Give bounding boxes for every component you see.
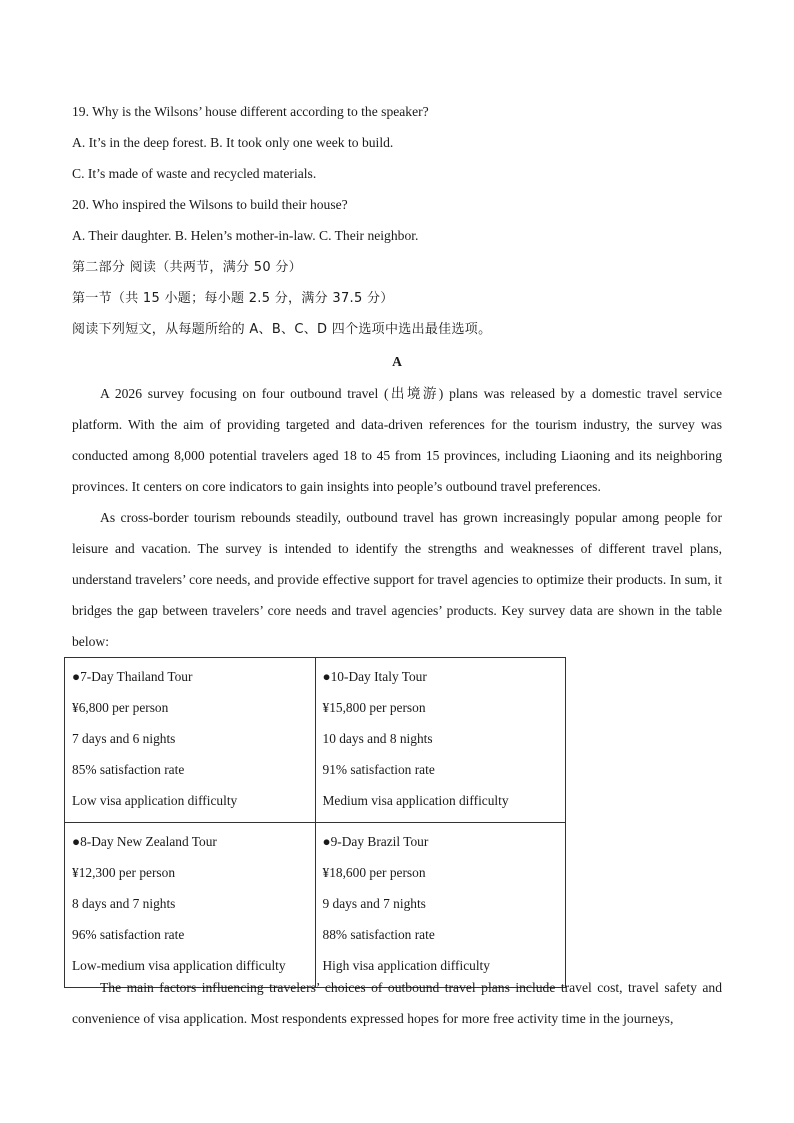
tour-name: ●9-Day Brazil Tour xyxy=(322,834,429,849)
tour-visa: Low visa application difficulty xyxy=(72,793,238,808)
tour-name: ●10-Day Italy Tour xyxy=(322,669,427,684)
tour-cell-new-zealand xyxy=(65,823,316,988)
tour-price: ¥18,600 per person xyxy=(322,865,426,880)
section-one-heading: 第一节（共 15 小题；每小题 2.5 分，满分 37.5 分） xyxy=(72,291,394,306)
tour-visa: Low-medium visa application difficulty xyxy=(72,958,286,973)
tour-cell-brazil xyxy=(315,823,566,988)
passage-paragraph-2: As cross-border tourism rebounds steadily, outbound travel has grown increasingly popular among people for leisure and vacation. The survey is intended to identify the strengths and weaknesses of different travel plans, understand travelers’ core needs, and provide effective support for travel agencies to optimize their products. In sum, it bridges the gap between travelers’ core needs and travel agencies’ products. Key survey data are shown in the table below: xyxy=(72,510,722,649)
tour-duration: 7 days and 6 nights xyxy=(72,731,176,746)
tour-visa: Medium visa application difficulty xyxy=(322,793,509,808)
reading-instruction: 阅读下列短文，从每题所给的 A、B、C、D 四个选项中选出最佳选项。 xyxy=(72,322,492,337)
part-two-heading: 第二部分 阅读（共两节，满分 50 分） xyxy=(72,260,302,275)
tour-price: ¥15,800 per person xyxy=(322,700,426,715)
tour-name: ●8-Day New Zealand Tour xyxy=(72,834,217,849)
question-20: 20. Who inspired the Wilsons to build their house? xyxy=(72,197,348,212)
tour-satisfaction: 88% satisfaction rate xyxy=(322,927,435,942)
question-19-option-c: C. It’s made of waste and recycled materials. xyxy=(72,166,317,181)
tour-name: ●7-Day Thailand Tour xyxy=(72,669,193,684)
tour-duration: 9 days and 7 nights xyxy=(322,896,426,911)
tour-satisfaction: 91% satisfaction rate xyxy=(322,762,435,777)
tour-satisfaction: 96% satisfaction rate xyxy=(72,927,185,942)
tour-duration: 10 days and 8 nights xyxy=(322,731,433,746)
tour-duration: 8 days and 7 nights xyxy=(72,896,176,911)
tour-satisfaction: 85% satisfaction rate xyxy=(72,762,185,777)
question-19-options-ab: A. It’s in the deep forest. B. It took only one week to build. xyxy=(72,135,394,150)
question-19: 19. Why is the Wilsons’ house different according to the speaker? xyxy=(72,104,429,119)
tour-cell-italy xyxy=(315,658,566,823)
tour-price: ¥12,300 per person xyxy=(72,865,176,880)
passage-paragraph-1: A 2026 survey focusing on four outbound travel (出境游) plans was released by a domestic travel service platform. With the aim of providing targeted and data-driven references for the tourism industry, the survey was conducted among 8,000 potential travelers aged 18 to 45 from 15 provinces, including Liaoning and its neighboring provinces. It centers on core indicators to gain insights into people’s outbound travel preferences. xyxy=(72,386,722,494)
passage-letter: A xyxy=(392,354,402,369)
question-20-options: A. Their daughter. B. Helen’s mother-in-law. C. Their neighbor. xyxy=(72,228,419,243)
tour-price: ¥6,800 per person xyxy=(72,700,169,715)
survey-table xyxy=(64,657,566,988)
tour-visa: High visa application difficulty xyxy=(322,958,490,973)
tour-cell-thailand xyxy=(65,658,316,823)
passage-paragraph-3: The main factors influencing travelers’ choices of outbound travel plans include travel cost, travel safety and convenience of visa application. Most respondents expressed hopes for more free activity time in the journeys, xyxy=(72,980,722,1026)
